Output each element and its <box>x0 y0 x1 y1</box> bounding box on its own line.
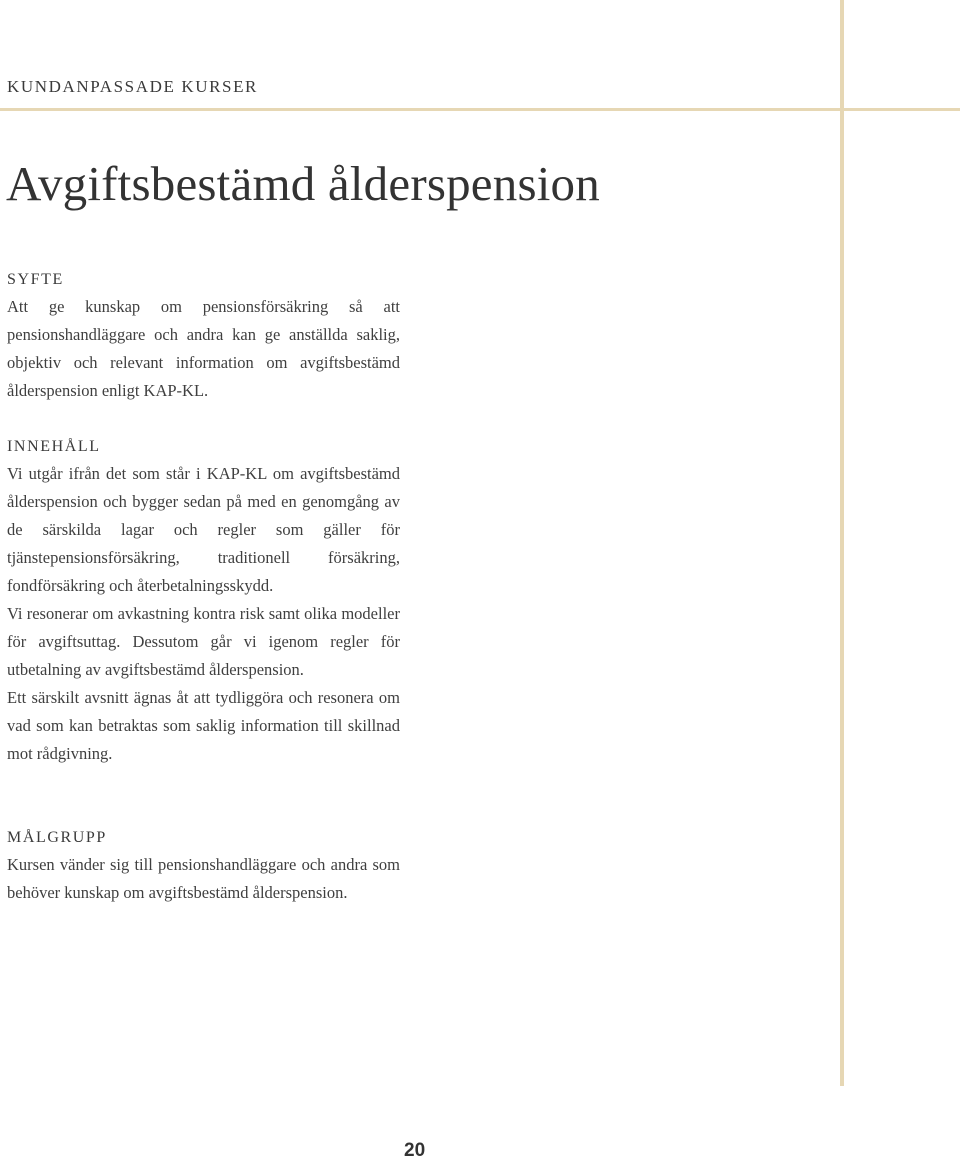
innehall-paragraph-3: Ett särskilt avsnitt ägnas åt att tydliggöra och resonera om vad som kan betraktas som saklig information till skillnad mot rådgivning. <box>7 688 400 763</box>
heading-syfte: SYFTE <box>7 271 64 288</box>
section-innehall <box>7 437 400 768</box>
horizontal-rule <box>0 108 960 111</box>
innehall-paragraph-1: Vi utgår ifrån det som står i KAP-KL om avgiftsbestämd ålderspension och bygger sedan på med en genomgång av de särskilda lagar och regler som gäller för tjänstepensionsförsäkring, traditionell försäkring, fondförsäkring och återbetalningsskydd. <box>7 464 400 595</box>
innehall-paragraph-2: Vi resonerar om avkastning kontra risk samt olika modeller för avgiftsuttag. Dessutom går vi igenom regler för utbetalning av avgiftsbestämd ålderspension. <box>7 604 400 679</box>
vertical-rule <box>840 0 844 1086</box>
page-title: Avgiftsbestämd ålderspension <box>6 156 600 211</box>
malgrupp-paragraph-1: Kursen vänder sig till pensionshandläggare och andra som behöver kunskap om avgiftsbestämd ålderspension. <box>7 855 400 902</box>
heading-malgrupp: MÅLGRUPP <box>7 829 107 846</box>
section-malgrupp <box>7 828 400 907</box>
section-kicker: KUNDANPASSADE KURSER <box>7 77 258 96</box>
page-number: 20 <box>404 1140 426 1161</box>
syfte-paragraph-1: Att ge kunskap om pensionsförsäkring så att pensionshandläggare och andra kan ge anställda saklig, objektiv och relevant information om avgiftsbestämd ålderspension enligt KAP-KL. <box>7 297 400 400</box>
section-syfte <box>7 270 400 405</box>
heading-innehall: INNEHÅLL <box>7 438 101 455</box>
